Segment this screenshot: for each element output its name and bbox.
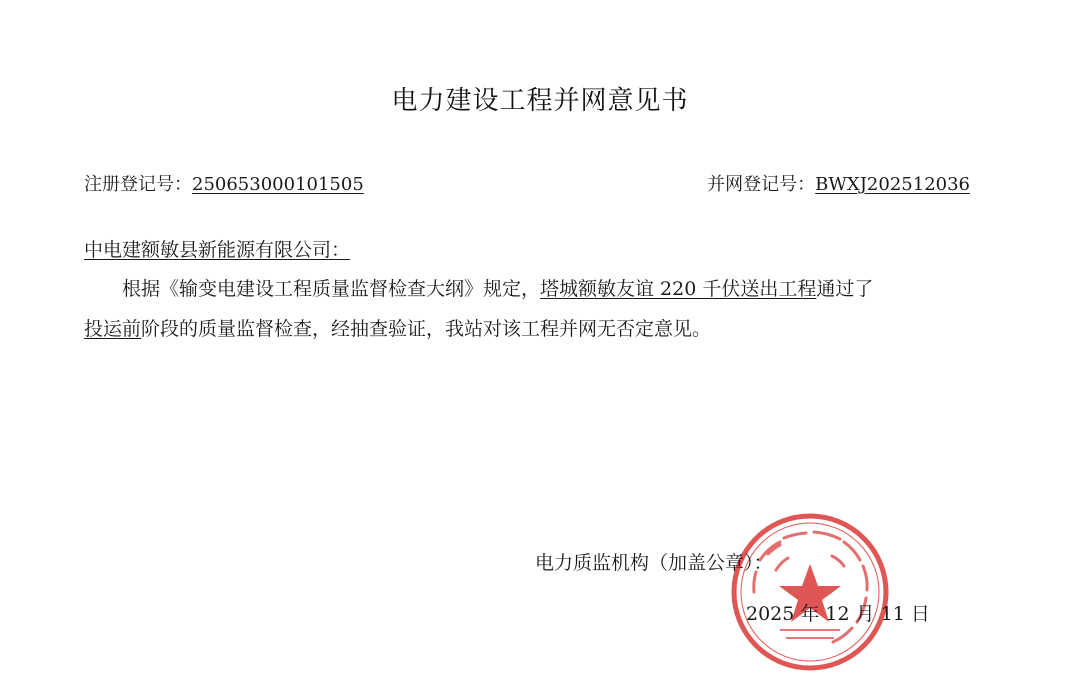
grid-registration-number-label: 并网登记号： (707, 174, 816, 195)
project-name: 塔城额敏友谊 220 千伏送出工程 (540, 278, 817, 300)
document-date: 2025 年 12 月 11 日 (746, 603, 930, 625)
registration-number-label: 注册登记号： (84, 174, 192, 195)
inspection-stage: 投运前 (84, 318, 142, 340)
body-paragraph-line-1 (84, 274, 1022, 301)
registration-number-row (84, 170, 364, 196)
document-title: 电力建设工程并网意见书 (391, 86, 689, 116)
body-text-part: 阶段的质量监督检查，经抽查验证，我站对该工程并网无否定意见。 (141, 318, 712, 340)
body-text-part: 根据《输变电建设工程质量监督检查大纲》规定， (122, 278, 541, 300)
signature-line: 电力质监机构（加盖公章）： (535, 552, 773, 574)
official-seal-icon (730, 512, 890, 672)
grid-registration-number-row (707, 170, 970, 196)
recipient-company: 中电建额敏县新能源有限公司： (84, 239, 351, 261)
grid-registration-number-value: BWXJ202512036 (815, 174, 970, 195)
registration-number-value: 250653000101505 (192, 174, 364, 195)
body-paragraph-line-2 (84, 314, 984, 341)
body-text-part: 通过了 (816, 278, 874, 300)
